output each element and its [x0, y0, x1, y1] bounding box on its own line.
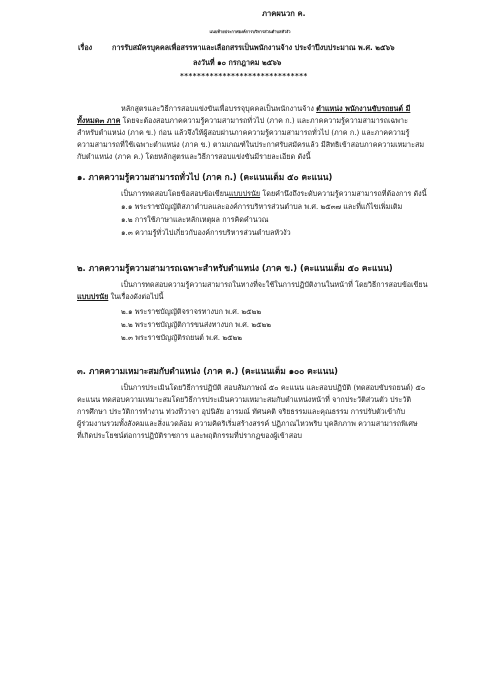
subject-label: เรื่อง	[78, 43, 93, 52]
desc-text: เป็นการทดสอบโดยข้อสอบข้อเขียน	[121, 189, 229, 198]
list-item: ๑.๒ การใช้ภาษาและหลักเหตุผล การคิดคำนวณ	[121, 215, 269, 224]
section-3-line-5: ที่เกิดประโยชน์ต่อการปฏิบัติราชการ และพฤติกรรมที่ปรากฏของผู้เข้าสอบ	[77, 431, 302, 440]
section-3-heading: ๓. ภาคความเหมาะสมกับตำแหน่ง (ภาค ค.) (คะแนนเต็ม ๑๐๐ คะแนน)	[77, 366, 338, 376]
list-item: ๒.๑ พระราชบัญญัติจราจรทางบก พ.ศ. ๒๕๒๒	[121, 307, 262, 316]
section-2-description: เป็นการทดสอบความรู้ความสามารถในทางที่จะใช้ในการปฏิบัติงานในหน้าที่ โดยวิธีการสอบข้อเขียน	[121, 280, 428, 289]
intro-line-4: ความสามารถที่ใช้เฉพาะตำแหน่ง (ภาค ข.) ตามเกณฑ์ในประกาศรับสมัครแล้ว มีสิทธิเข้าสอบภาคความเหมาะสม	[77, 140, 425, 149]
section-3-line-1: เป็นการประเมินโดยวิธีการปฏิบัติ สอบสัมภาษณ์ ๕๐ คะแนน และสอบปฏิบัติ (ทดสอบขับรถยนต์) ๕๐	[121, 383, 426, 392]
section-count: ทั้งหมด๓ ภาค	[77, 116, 121, 125]
section-3-line-4: ผู้ร่วมงานรวมทั้งสังคมและสิ่งแวดล้อม ความคิดริเริ่มสร้างสรรค์ ปฏิภาณไหวพริบ บุคลิกภาพ ความสามารถพิเศษ	[77, 419, 418, 428]
subject-text: การรับสมัครบุคคลเพื่อสรรหาและเลือกสรรเป็นพนักงานจ้าง ประจำปีงบประมาณ พ.ศ. ๒๕๖๖	[112, 43, 395, 52]
intro-line-1	[121, 104, 410, 113]
desc-text: โดยคำนึงถึงระดับความรู้ความสามารถที่ต้องการ ดังนี้	[260, 189, 427, 198]
position-name: ตำแหน่ง พนักงานขับรถยนต์ มี	[316, 104, 411, 113]
list-item: ๒.๓ พระราชบัญญัติรถยนต์ พ.ศ. ๒๕๒๒	[121, 333, 243, 342]
list-item: ๑.๑ พระราชบัญญัติสภาตำบลและองค์การบริหารส่วนตำบล พ.ศ. ๒๕๓๗ และที่แก้ไขเพิ่มเติม	[121, 202, 403, 211]
section-3-line-2: คะแนน ทดสอบความเหมาะสมโดยวิธีการประเมินความเหมาะสมกับตำแหน่งหน้าที่ จากประวัติส่วนตัว ประวัติ	[77, 395, 412, 404]
document-date: ลงวันที่ ๑๐ กรกฎาคม ๒๕๖๖	[193, 58, 282, 67]
intro-line-5: กับตำแหน่ง (ภาค ค.) โดยหลักสูตรและวิธีการสอบแข่งขันมีรายละเอียด ดังนี้	[77, 152, 311, 161]
exam-type: แบบปรนัย	[228, 189, 261, 198]
star-divider: ******************************	[180, 71, 308, 80]
section-2-description-2	[77, 292, 163, 301]
intro-line-3: สำหรับตำแหน่ง (ภาค ข.) ก่อน แล้วจึงให้ผู้สอบผ่านภาคความรู้ความสามารถทั่วไป (ภาค ก.) และภาคความรู้	[77, 128, 410, 137]
intro-text: โดยจะต้องสอบภาคความรู้ความสามารถทั่วไป (ภาค ก.) และภาคความรู้ความสามารถเฉพาะ	[120, 116, 408, 125]
exam-type: แบบปรนัย	[77, 292, 109, 301]
section-1-description	[121, 189, 427, 198]
section-2-heading: ๒. ภาคความรู้ความสามารถเฉพาะสำหรับตำแหน่ง (ภาค ข.) (คะแนนเต็ม ๕๐ คะแนน)	[77, 263, 393, 273]
annex-label: ภาคผนวก ค.	[262, 9, 306, 18]
intro-text: หลักสูตรและวิธีการสอบแข่งขันเพื่อบรรจุบุคคลเป็นพนักงานจ้าง	[121, 104, 317, 113]
section-1-heading: ๑. ภาคความรู้ความสามารถทั่วไป (ภาค ก.) (คะแนนเต็ม ๕๐ คะแนน)	[77, 172, 333, 182]
intro-line-2	[77, 116, 408, 125]
list-item: ๒.๒ พระราชบัญญัติการขนส่งทางบก พ.ศ. ๒๕๒๒	[121, 320, 272, 329]
desc-text: ในเรื่องดังต่อไปนี้	[108, 292, 164, 301]
section-3-line-3: การศึกษา ประวัติการทำงาน ท่วงทีวาจา อุปนิสัย อารมณ์ ทัศนคติ จริยธรรมและคุณธรรม การปรับตัวเข้ากับ	[77, 407, 406, 416]
document-title: แนบท้ายประกาศองค์การบริหารส่วนตำบลหัวงัว	[209, 29, 291, 34]
list-item: ๑.๓ ความรู้ทั่วไปเกี่ยวกับองค์การบริหารส่วนตำบลหัวงัว	[121, 228, 291, 237]
